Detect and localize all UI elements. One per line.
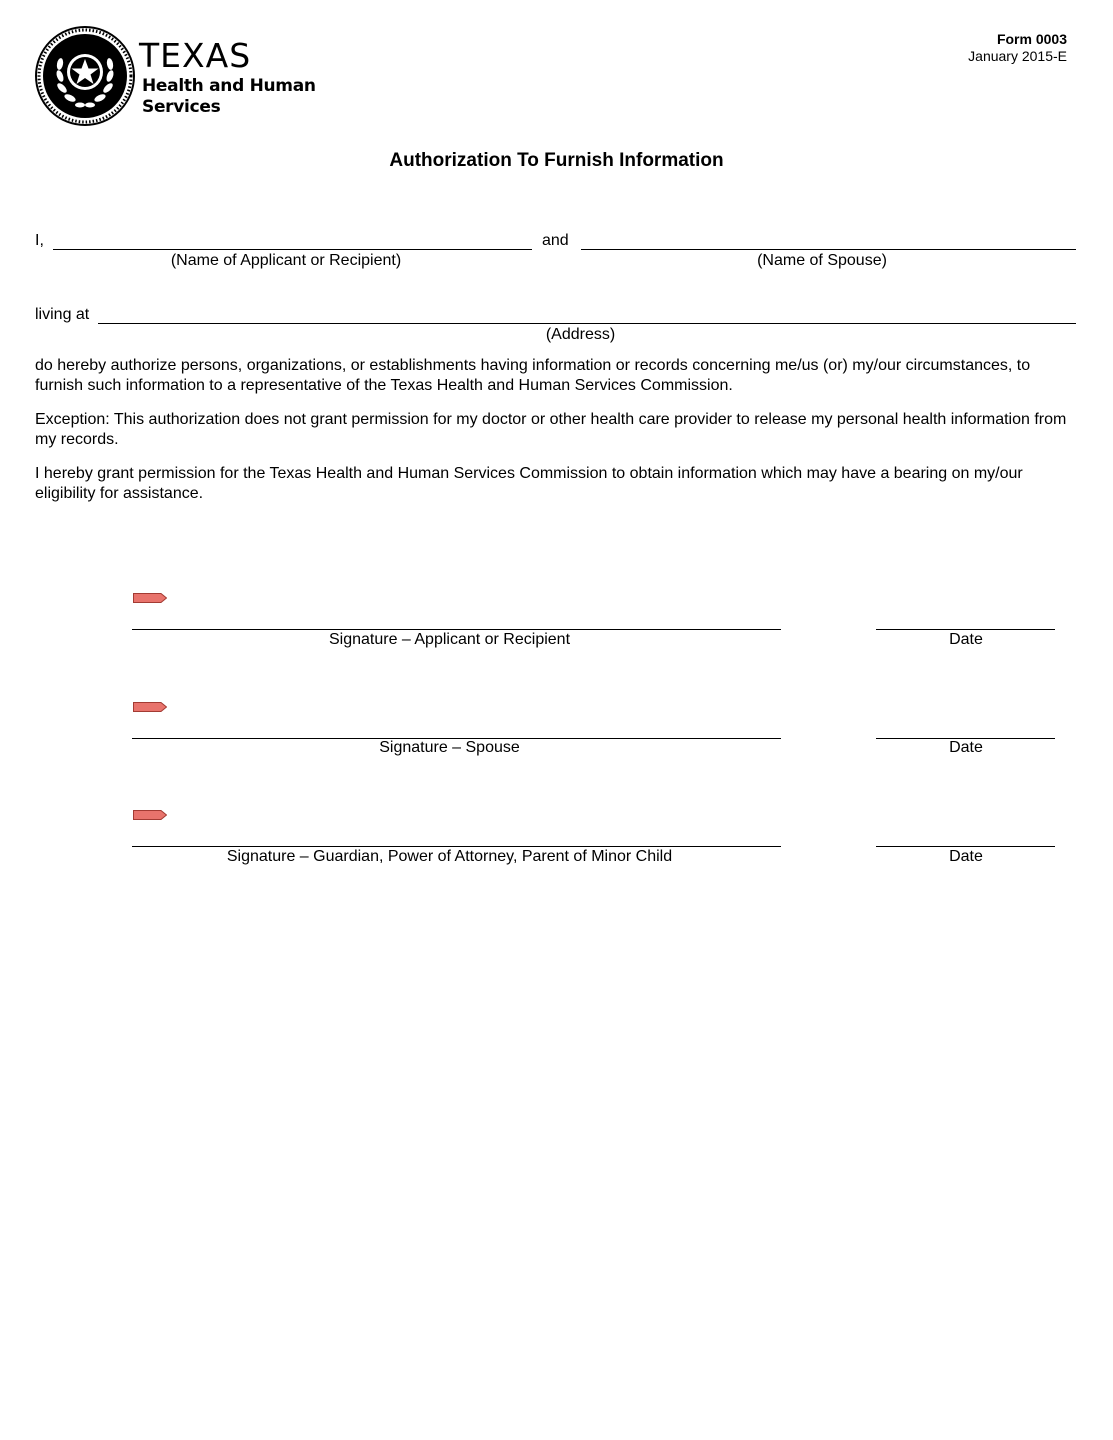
guardian-signature-field[interactable] bbox=[132, 823, 781, 845]
sign-here-tag-icon bbox=[133, 702, 167, 712]
applicant-name-caption: (Name of Applicant or Recipient) bbox=[170, 252, 402, 269]
and-label: and bbox=[542, 232, 569, 249]
spouse-date-caption: Date bbox=[949, 739, 983, 756]
form-date: January 2015-E bbox=[968, 48, 1067, 64]
spouse-signature-caption: Signature – Spouse bbox=[379, 739, 520, 756]
sign-here-tag-icon bbox=[133, 593, 167, 603]
guardian-date-line bbox=[876, 846, 1055, 847]
guardian-date-field[interactable] bbox=[876, 823, 1055, 845]
applicant-name-field[interactable] bbox=[53, 228, 532, 250]
form-number: Form 0003 bbox=[996, 31, 1067, 47]
logo-texas-text: TEXAS bbox=[139, 36, 252, 75]
guardian-signature-line bbox=[132, 846, 781, 847]
applicant-signature-line bbox=[132, 629, 781, 630]
applicant-signature-caption: Signature – Applicant or Recipient bbox=[328, 631, 571, 648]
address-caption: (Address) bbox=[545, 326, 616, 343]
living-at-label: living at bbox=[35, 306, 90, 323]
guardian-signature-caption: Signature – Guardian, Power of Attorney, Parent of Minor Child bbox=[226, 848, 673, 865]
spouse-name-caption: (Name of Spouse) bbox=[757, 252, 887, 269]
spouse-signature-field[interactable] bbox=[132, 715, 781, 737]
logo-services-text: Services bbox=[142, 97, 221, 117]
applicant-name-line bbox=[53, 249, 532, 250]
prefix-label: I, bbox=[35, 232, 44, 249]
sign-here-tag-icon bbox=[133, 810, 167, 820]
spouse-name-field[interactable] bbox=[581, 228, 1076, 250]
guardian-date-caption: Date bbox=[949, 848, 983, 865]
applicant-date-line bbox=[876, 629, 1055, 630]
texas-seal-logo bbox=[35, 26, 135, 126]
exception-paragraph: Exception: This authorization does not grant permission for my doctor or other health care provider to release my personal health information from my records. bbox=[35, 411, 1067, 448]
spouse-date-field[interactable] bbox=[876, 715, 1055, 737]
applicant-signature-field[interactable] bbox=[132, 606, 781, 628]
page-title: Authorization To Furnish Information bbox=[389, 150, 724, 171]
spouse-name-line bbox=[581, 249, 1076, 250]
applicant-date-caption: Date bbox=[949, 631, 983, 648]
authorization-paragraph: do hereby authorize persons, organizations, or establishments having information or records concerning me/us (or) my/our circumstances, to furnish such information to a representative of the Texas Health and Human Services Commission. bbox=[35, 357, 1031, 394]
address-field[interactable] bbox=[98, 302, 1076, 324]
logo-health-text: Health and Human bbox=[142, 76, 316, 96]
address-line bbox=[98, 323, 1076, 324]
applicant-date-field[interactable] bbox=[876, 606, 1055, 628]
permission-paragraph: I hereby grant permission for the Texas Health and Human Services Commission to obtain information which may have a bearing on my/our eligibility for assistance. bbox=[35, 465, 1023, 502]
